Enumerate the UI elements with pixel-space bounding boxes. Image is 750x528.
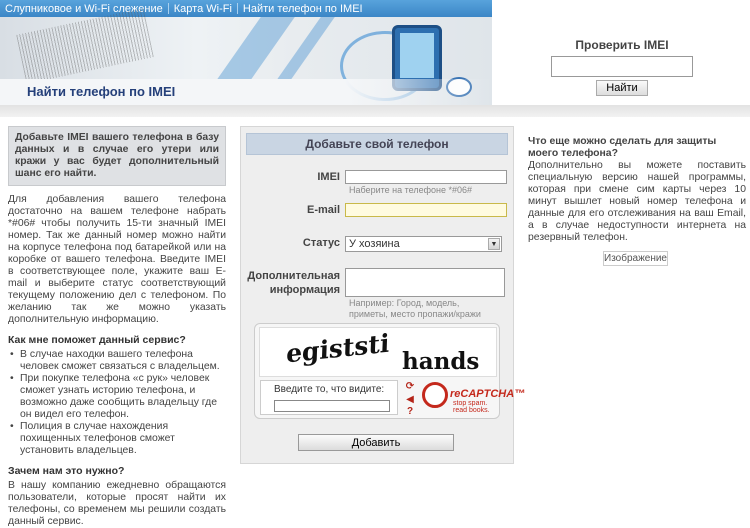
add-button[interactable]: Добавить	[298, 434, 454, 451]
captcha-image	[259, 327, 497, 377]
nav-link-sputnik[interactable]: Слупниковое и Wi-Fi слежение	[5, 2, 163, 15]
list-item: • В случае находки вашего телефона человек сможет связаться с владельцем.	[8, 349, 226, 373]
help-icon[interactable]: ?	[406, 406, 414, 417]
audio-icon[interactable]: ◀	[406, 394, 414, 405]
captcha-word-1: egiststi	[285, 328, 390, 369]
captcha-entry-box	[260, 380, 398, 415]
email-label: E-mail	[306, 204, 340, 216]
captcha-input[interactable]	[274, 400, 390, 412]
imei-input[interactable]	[345, 170, 507, 184]
nav-link-find-phone[interactable]: Найти телефон по IMEI	[242, 2, 363, 15]
recaptcha-slogan-line1: stop spam.	[453, 400, 488, 407]
page-title: Найти телефон по IMEI	[27, 84, 176, 99]
recaptcha-widget	[254, 323, 526, 419]
left-column	[8, 126, 226, 528]
captcha-prompt: Введите то, что видите:	[274, 384, 385, 395]
recaptcha-brand: reCAPTCHA™	[450, 388, 526, 400]
list-item: • При покупке телефона «с рук» человек сможет узнать историю телефона, и возможно даже сообщить владельцу где он видел его телефон.	[8, 373, 226, 421]
why-heading: Зачем нам это нужно?	[8, 465, 125, 477]
extra-info-label-line2: информация	[269, 284, 340, 296]
header-banner	[0, 17, 492, 105]
imei-label: IMEI	[317, 171, 340, 183]
extra-info-label-line1: Дополнительная	[247, 270, 340, 282]
captcha-word-2: hands	[402, 348, 480, 375]
recaptcha-slogan	[453, 400, 490, 414]
protection-text: Дополнительно вы можете поставить специальную версию нашей программы, которая при смене сим карты через 10 минут вышлет новый номер телефона и данные для его отслеживания на ваш Email, а в случае недоступности интернета на резервный телефон.	[528, 160, 746, 243]
email-input[interactable]	[345, 203, 507, 217]
check-imei-widget	[540, 38, 704, 96]
recaptcha-logo-icon	[422, 382, 448, 408]
status-select[interactable]	[345, 236, 502, 252]
form-title: Добавьте свой телефон	[246, 133, 508, 155]
image-placeholder: Изображение	[604, 253, 667, 264]
chevron-down-icon[interactable]: ▼	[488, 238, 500, 250]
find-button[interactable]: Найти	[596, 80, 647, 96]
recaptcha-slogan-line2: read books.	[453, 407, 490, 414]
divider-band	[0, 105, 750, 117]
help-heading: Как мне поможет данный сервис?	[8, 334, 186, 346]
extra-info-label	[244, 269, 340, 297]
barcode-graphic	[16, 8, 154, 84]
protection-heading: Что еще можно сделать для защиты моего телефона?	[528, 136, 717, 159]
check-imei-input[interactable]	[551, 56, 693, 77]
status-selected-value: У хозяина	[349, 238, 400, 250]
why-text: В нашу компанию ежедневно обращаются пользователи, которые просят найти их телефоны, со временем мы решили создать данный сервис.	[8, 480, 226, 527]
help-list	[8, 349, 226, 457]
extra-info-hint: Например: Город, модель, приметы, место пропажи/кражи	[349, 298, 481, 319]
top-nav	[0, 0, 492, 17]
list-item: • Полиция в случае нахождения похищенных телефонов сможет установить владельцев.	[8, 421, 226, 457]
nav-link-wifi-map[interactable]: Карта Wi-Fi	[173, 2, 232, 15]
instructions-text: Для добавления вашего телефона достаточно на вашем телефоне набрать *#06# чтобы получить 15-ти значный IMEI номер. Так же данный номер можно найти на корпусе телефона под батарейкой или на коробке от вашего телефона. Введите IMEI в соответствующее поле, укажите ваш E-mail и выберите статус соответствующий текущему положению дел с телефоном. По желанию так же можно указать дополнительную информацию.	[8, 194, 226, 325]
status-label: Статус	[302, 237, 340, 249]
extra-info-textarea[interactable]	[345, 268, 505, 297]
refresh-icon[interactable]: ⟳	[405, 381, 415, 392]
imei-hint: Наберите на телефоне *#06#	[349, 185, 472, 195]
intro-box: Добавьте IMEI вашего телефона в базу данных и в случае его утери или кражи у вас будет дополнительный шанс его найти.	[8, 126, 226, 186]
check-imei-label: Проверить IMEI	[575, 38, 669, 52]
right-column	[528, 136, 746, 244]
banner-title-bar	[0, 79, 492, 105]
